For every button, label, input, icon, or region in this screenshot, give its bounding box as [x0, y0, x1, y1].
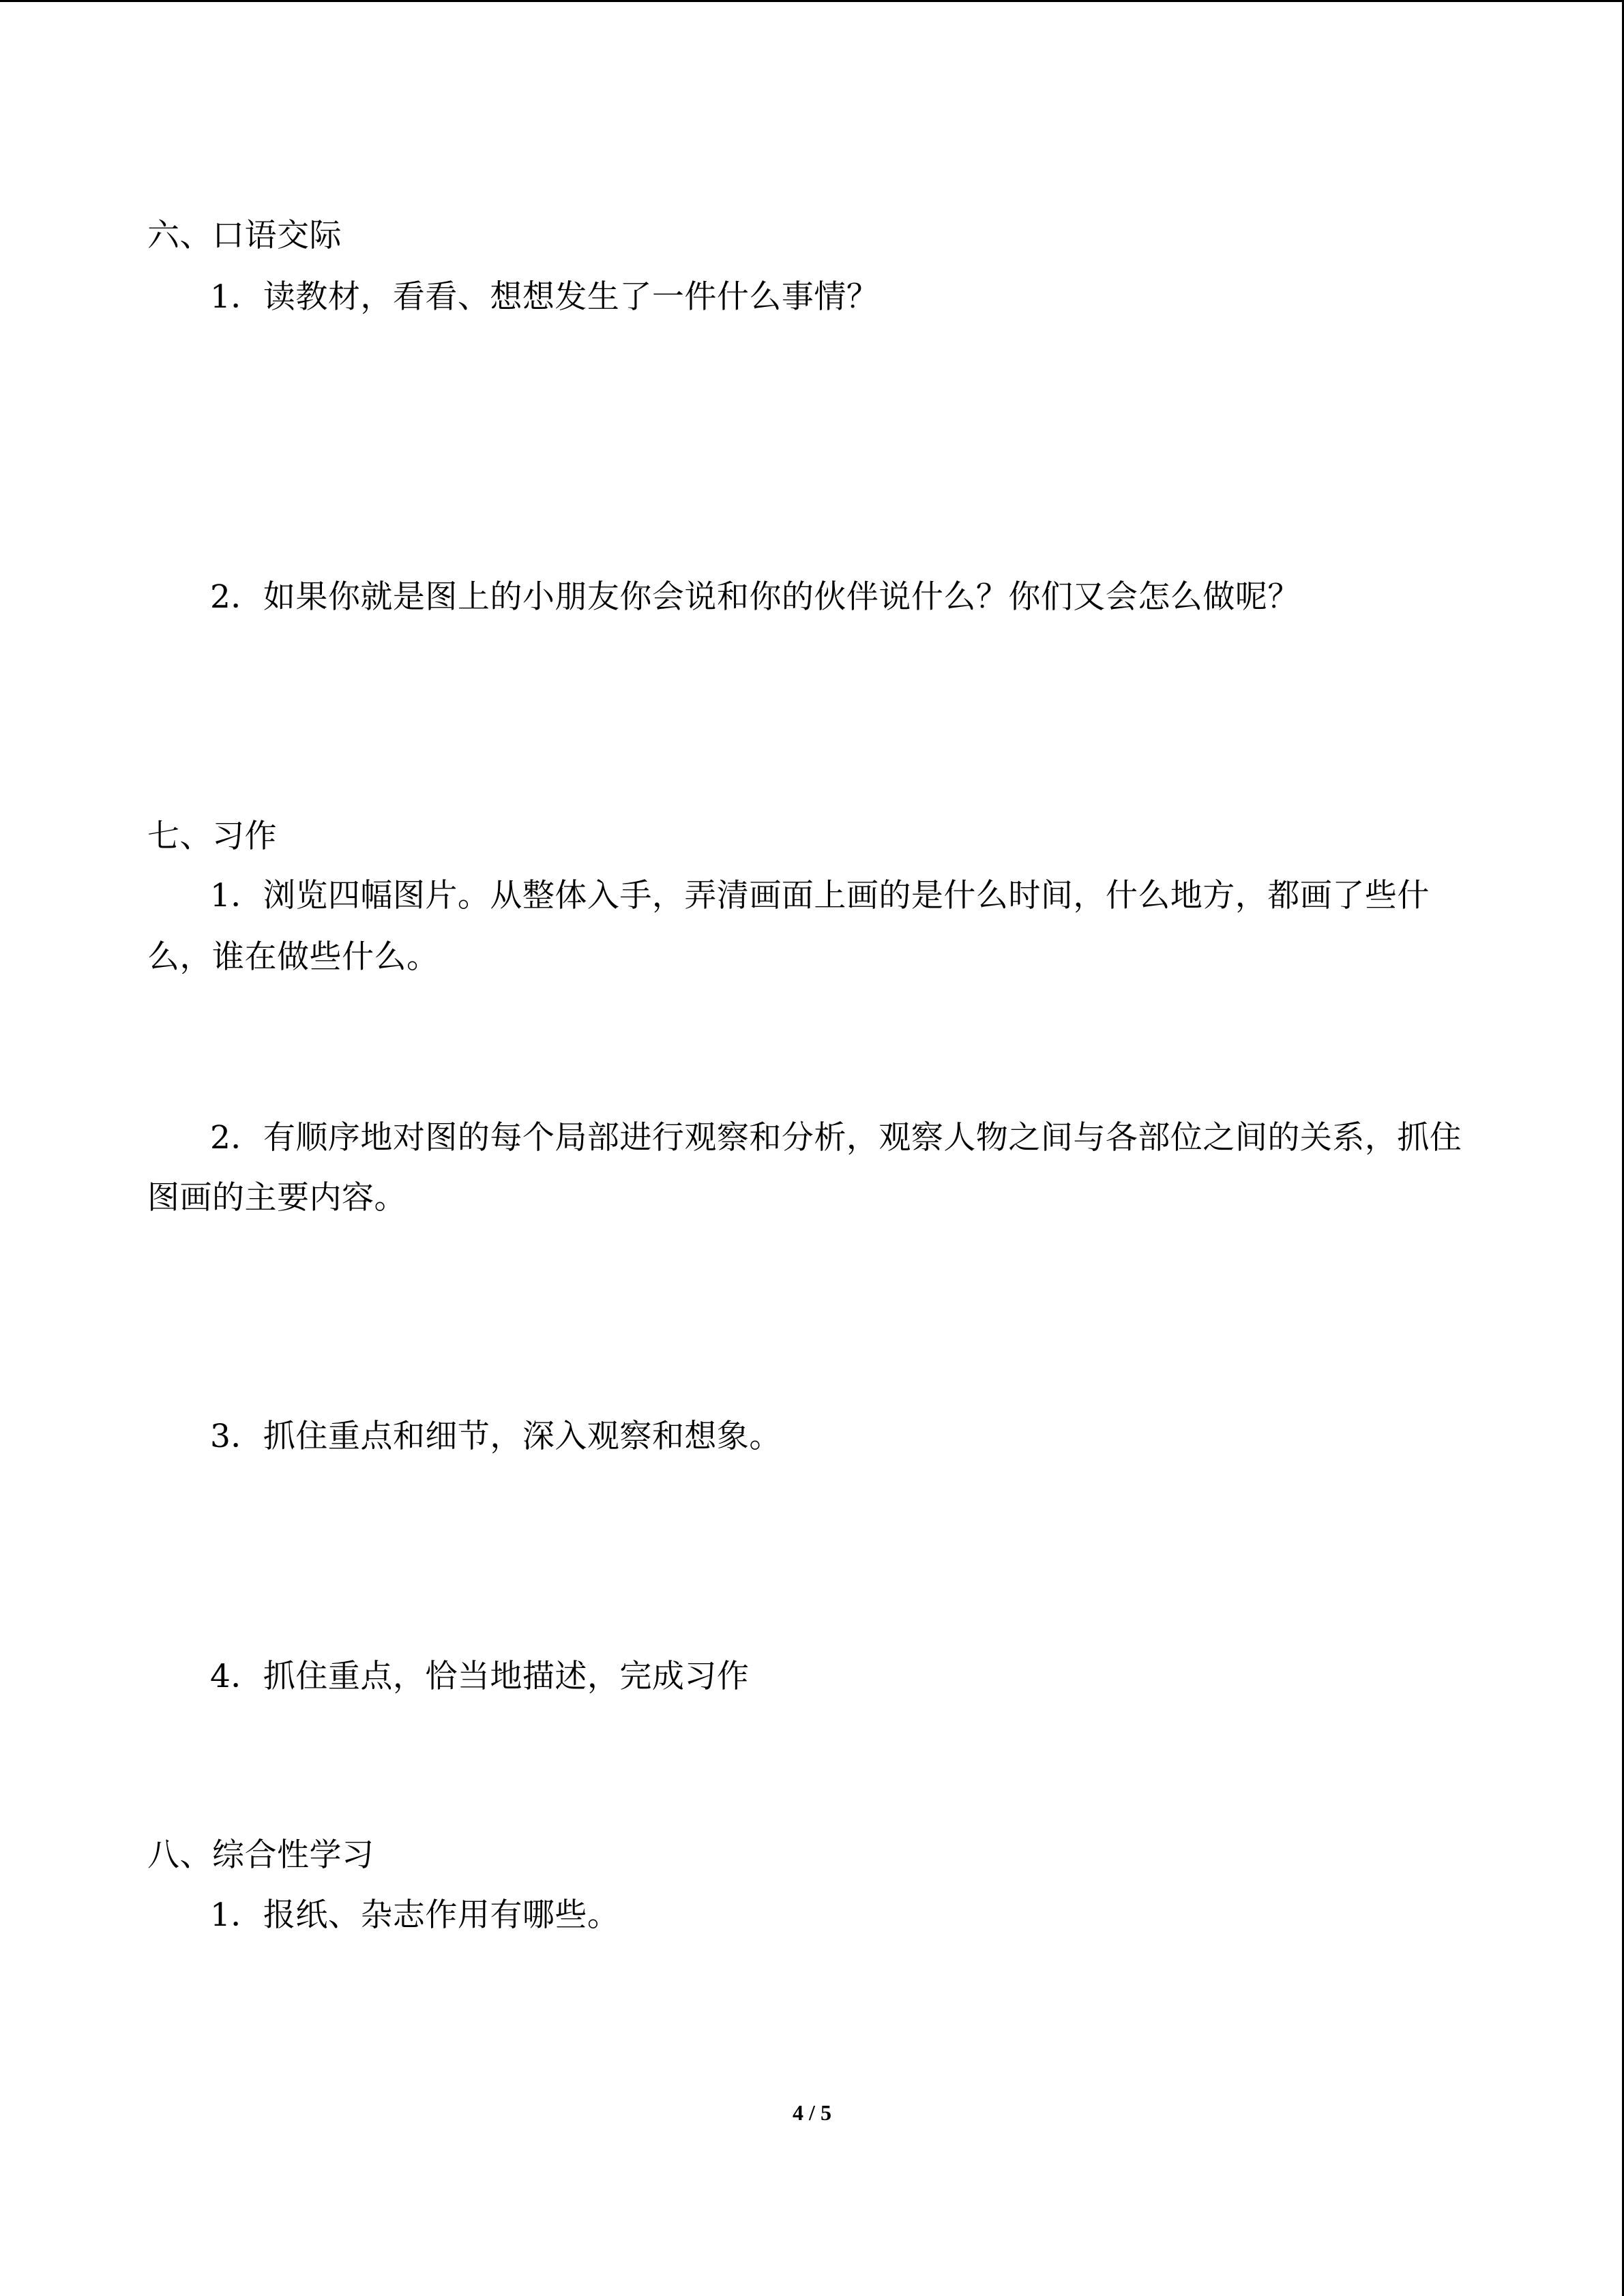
section-heading-integrated-learning: 八、综合性学习 [147, 1836, 374, 1874]
question-writing-1-line-1: 1．浏览四幅图片。从整体入手，弄清画面上画的是什么时间，什么地方，都画了些什 [210, 877, 1430, 914]
question-writing-1-line-2: 么，谁在做些什么。 [147, 938, 439, 976]
question-writing-2-line-2: 图画的主要内容。 [147, 1179, 407, 1217]
section-heading-writing: 七、习作 [147, 818, 277, 855]
page-number: 4 / 5 [793, 2100, 831, 2125]
question-writing-4: 4．抓住重点，恰当地描述，完成习作 [210, 1658, 750, 1695]
question-oral-1: 1．读教材，看看、想想发生了一件什么事情？ [210, 278, 879, 316]
question-writing-3: 3．抓住重点和细节，深入观察和想象。 [210, 1418, 782, 1455]
section-heading-oral-communication: 六、口语交际 [147, 217, 342, 254]
question-oral-2: 2．如果你就是图上的小朋友你会说和你的伙伴说什么？你们又会怎么做呢？ [210, 578, 1300, 616]
question-writing-2-line-1: 2．有顺序地对图的每个局部进行观察和分析，观察人物之间与各部位之间的关系，抓住 [210, 1119, 1462, 1157]
page-top-border [0, 0, 1624, 2]
question-integrated-1: 1．报纸、杂志作用有哪些。 [210, 1896, 620, 1934]
